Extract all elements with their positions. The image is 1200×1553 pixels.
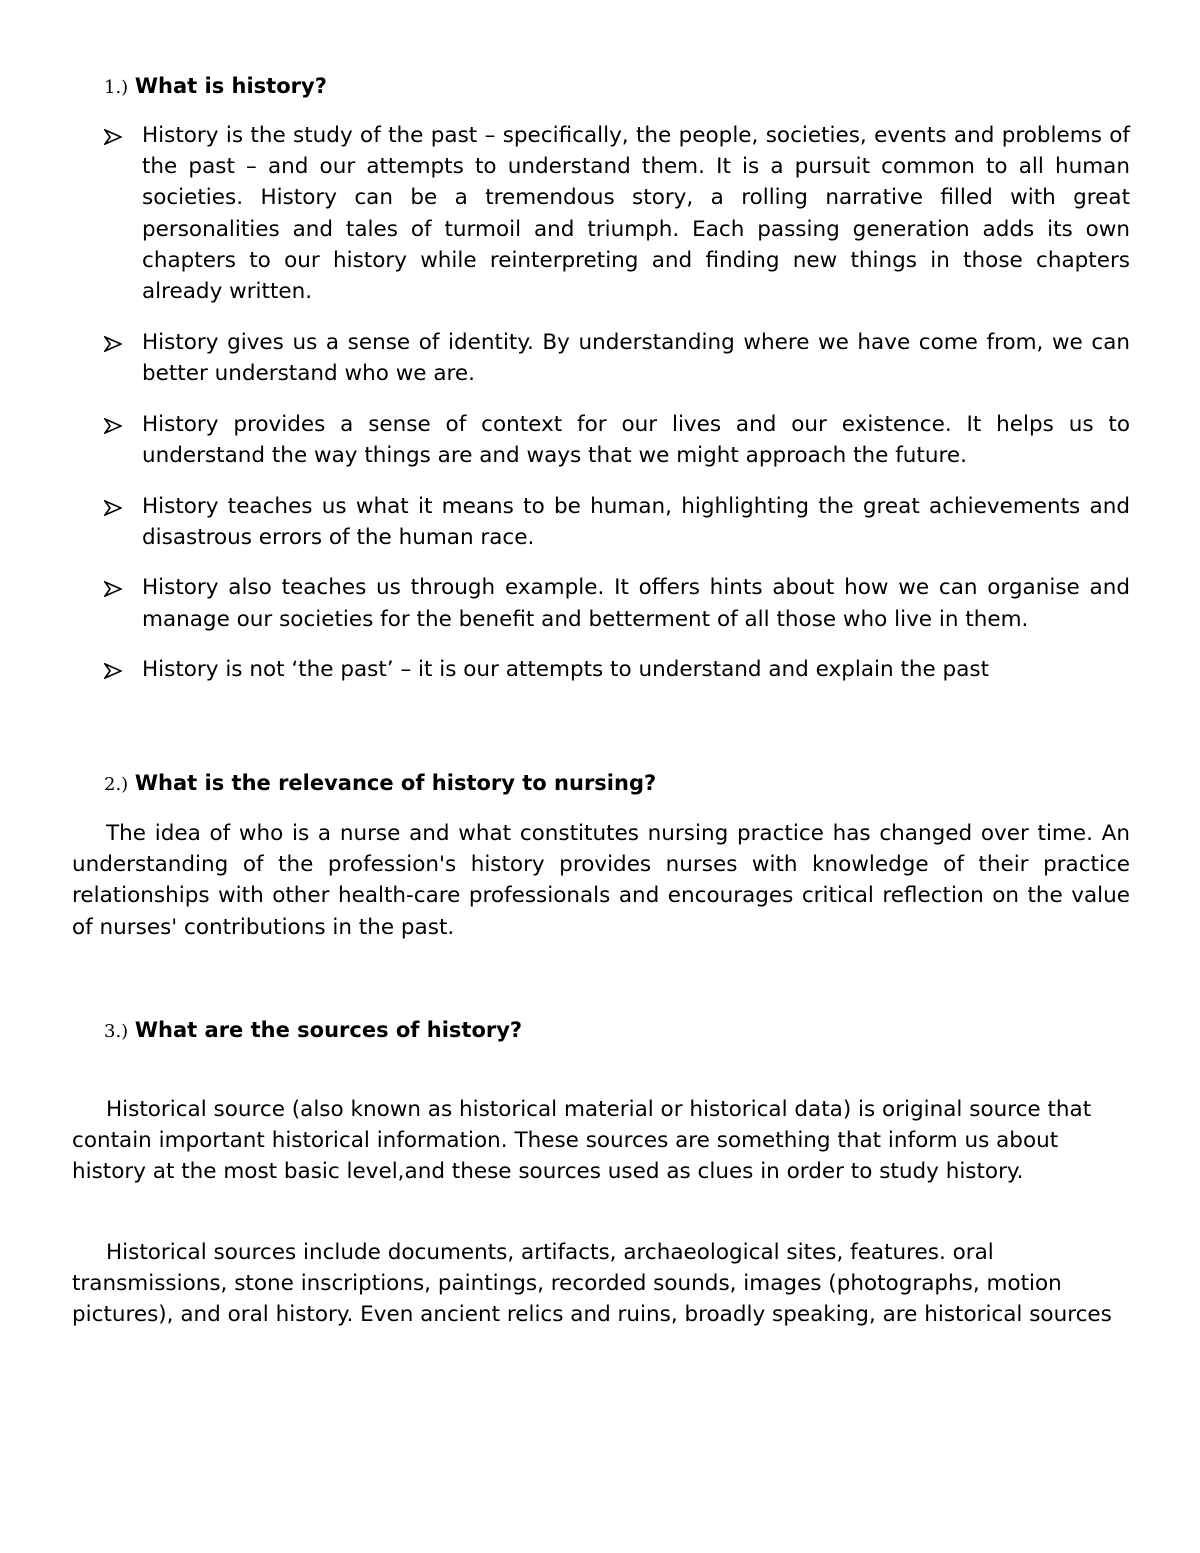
arrowhead-bullet-icon [104, 336, 122, 352]
arrowhead-bullet-icon [104, 129, 122, 145]
section-1-question: What is history? [134, 74, 327, 98]
section-3-number: 3.) [104, 1021, 129, 1042]
bullet-text: History also teaches us through example. It offers hints about how we can organise and manage our societies for the benefit and betterment of all those who live in them. [142, 575, 1130, 632]
arrowhead-bullet-icon [104, 581, 122, 597]
bullet-text: History provides a sense of context for our lives and our existence. It helps us to understand the way things are and ways that we might approach the future. [142, 411, 1130, 468]
arrowhead-bullet-icon [104, 418, 122, 434]
section-2-question: What is the relevance of history to nursing? [134, 771, 657, 795]
section-3-paragraph-2: Historical sources include documents, artifacts, archaeological sites, features. oral transmissions, stone inscriptions, paintings, recorded sounds, images (photographs, motion pictures), and oral history. Even ancient relics and ruins, broadly speaking, are historical sources [72, 1240, 1112, 1328]
arrowhead-bullet-icon [104, 500, 122, 516]
section-1-heading [104, 71, 327, 103]
section-2-paragraph: The idea of who is a nurse and what constitutes nursing practice has changed over time. An understanding of the profession's history provides nurses with knowledge of their practice relationships with other health-care professionals and encourages critical reflection on the value of nurses' contributions in the past. [72, 821, 1130, 940]
bullet-item [104, 654, 1130, 685]
section-3-question: What are the sources of history? [134, 1018, 523, 1042]
bullet-item [104, 120, 1130, 307]
bullet-text: History is the study of the past – specifically, the people, societies, events and problems of the past – and our attempts to understand them. It is a pursuit common to all human societies. History can be a tremendous story, a rolling narrative filled with great personalities and tales of turmoil and triumph. Each passing generation adds its own chapters to our history while reinterpreting and finding new things in those chapters already written. [142, 123, 1130, 305]
bullet-item [104, 327, 1130, 389]
bullet-item [104, 491, 1130, 553]
section-2-heading [104, 768, 656, 800]
section-1-bullet-list [104, 120, 1130, 705]
bullet-text: History teaches us what it means to be human, highlighting the great achievements and disastrous errors of the human race. [142, 493, 1130, 550]
arrowhead-bullet-icon [104, 663, 122, 679]
section-3-heading [104, 1015, 522, 1047]
section-3-paragraph-1: Historical source (also known as historical material or historical data) is original source that contain important historical information. These sources are something that inform us about history at the most basic level,and these sources used as clues in order to study history. [72, 1097, 1092, 1185]
bullet-text: History gives us a sense of identity. By understanding where we have come from, we can better understand who we are. [142, 329, 1130, 386]
section-2-number: 2.) [104, 774, 129, 795]
section-1-number: 1.) [104, 77, 129, 98]
bullet-item [104, 409, 1130, 471]
bullet-item [104, 572, 1130, 634]
bullet-text: History is not ‘the past’ – it is our attempts to understand and explain the past [142, 657, 990, 683]
